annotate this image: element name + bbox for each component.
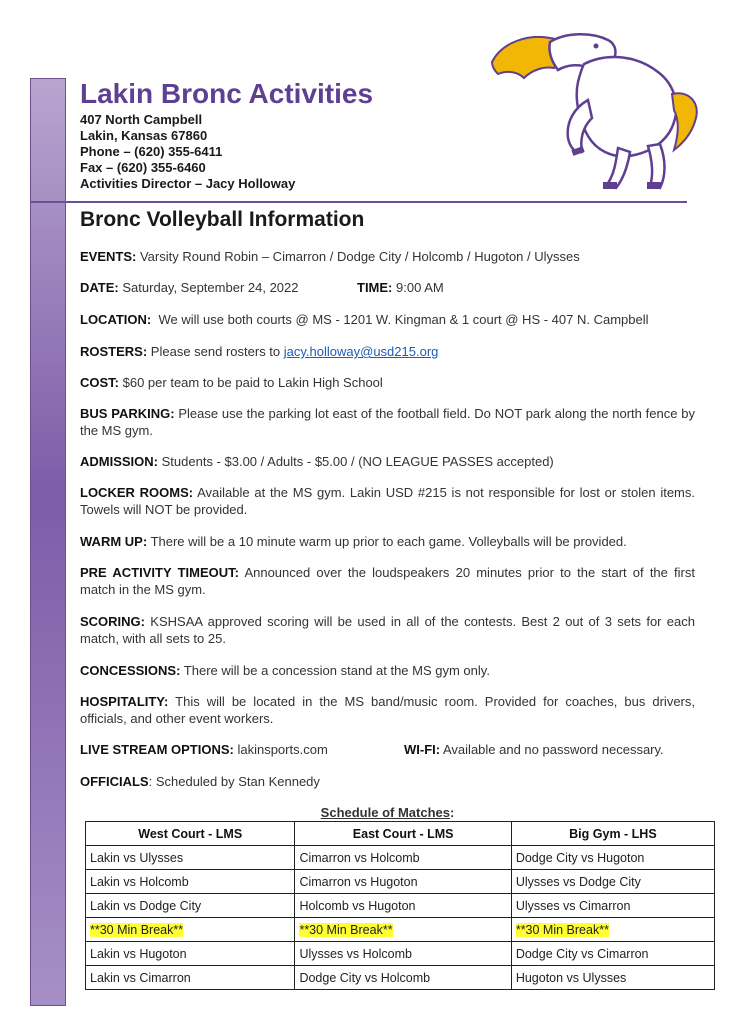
roster-email-link[interactable]: jacy.holloway@usd215.org (283, 344, 439, 359)
table-row (86, 966, 715, 990)
location-field: LOCATION: We will use both courts @ MS - 1201 W. Kingman & 1 court @ HS - 407 N. Campbell (80, 312, 649, 327)
date-time-field: DATE: Saturday, September 24, 2022 TIME: 9:00 AM (80, 280, 444, 295)
admission-field: ADMISSION: Students - $3.00 / Adults - $5.00 / (NO LEAGUE PASSES accepted) (80, 454, 554, 469)
column-header-big-gym: Big Gym - LHS (511, 822, 714, 846)
table-cell: Ulysses vs Dodge City (511, 870, 714, 894)
address-line: 407 North Campbell (80, 112, 203, 127)
break-cell: **30 Min Break** (511, 918, 714, 942)
decorative-sidebar-bar (30, 78, 66, 1006)
info-title: Bronc Volleyball Information (80, 208, 365, 231)
schedule-header-row (86, 822, 715, 846)
hospitality-field: HOSPITALITY: This will be located in the MS band/music room. Provided for coaches, bus drivers, officials, and other event workers. (80, 694, 695, 726)
concessions-field: CONCESSIONS: There will be a concession stand at the MS gym only. (80, 663, 490, 678)
table-cell: Dodge City vs Cimarron (511, 942, 714, 966)
table-cell: Dodge City vs Hugoton (511, 846, 714, 870)
wifi-field: WI-FI: Available and no password necessary. (404, 742, 664, 757)
events-field: EVENTS: Varsity Round Robin – Cimarron / Dodge City / Holcomb / Hugoton / Ulysses (80, 249, 580, 264)
bus-parking-field: BUS PARKING: Please use the parking lot east of the football field. Do NOT park along the north fence by the MS gym. (80, 406, 695, 438)
header-divider (30, 201, 687, 203)
table-row (86, 870, 715, 894)
org-title: Lakin Bronc Activities (80, 78, 374, 109)
column-header-east-court: East Court - LMS (295, 822, 511, 846)
timeout-field: PRE ACTIVITY TIMEOUT: Announced over the loudspeakers 20 minutes prior to the start of the first match in the MS gym. (80, 565, 695, 597)
rosters-field: ROSTERS: Please send rosters to jacy.holloway@usd215.org (80, 344, 439, 359)
director-line: Activities Director – Jacy Holloway (80, 176, 296, 191)
fax-line: Fax – (620) 355-6460 (80, 160, 206, 175)
break-cell: **30 Min Break** (295, 918, 511, 942)
phone-line: Phone – (620) 355-6411 (80, 144, 223, 159)
officials-field: OFFICIALS: Scheduled by Stan Kennedy (80, 774, 320, 789)
table-cell: Lakin vs Hugoton (86, 942, 295, 966)
break-row (86, 918, 715, 942)
table-cell: Holcomb vs Hugoton (295, 894, 511, 918)
table-cell: Dodge City vs Holcomb (295, 966, 511, 990)
table-cell: Lakin vs Dodge City (86, 894, 295, 918)
table-cell: Cimarron vs Holcomb (295, 846, 511, 870)
table-cell: Lakin vs Ulysses (86, 846, 295, 870)
schedule-title: Schedule of Matches: (320, 805, 455, 820)
scoring-field: SCORING: KSHSAA approved scoring will be used in all of the contests. Best 2 out of 3 sets for each match, with all sets to 25. (80, 614, 695, 646)
table-cell: Ulysses vs Cimarron (511, 894, 714, 918)
table-cell: Lakin vs Cimarron (86, 966, 295, 990)
cost-field: COST: $60 per team to be paid to Lakin High School (80, 375, 383, 390)
live-stream-field: LIVE STREAM OPTIONS: lakinsports.com WI-FI: Available and no password necessary. (80, 742, 664, 757)
break-cell: **30 Min Break** (86, 918, 295, 942)
column-header-west-court: West Court - LMS (86, 822, 295, 846)
table-row (86, 894, 715, 918)
schedule-table (85, 821, 715, 990)
locker-rooms-field: LOCKER ROOMS: Available at the MS gym. Lakin USD #215 is not responsible for lost or stolen items. Towels will NOT be provided. (80, 485, 695, 517)
time-field: TIME: 9:00 AM (357, 280, 444, 295)
table-row (86, 846, 715, 870)
table-cell: Cimarron vs Hugoton (295, 870, 511, 894)
table-cell: Hugoton vs Ulysses (511, 966, 714, 990)
address-block (80, 112, 295, 192)
table-cell: Lakin vs Holcomb (86, 870, 295, 894)
table-row (86, 942, 715, 966)
table-cell: Ulysses vs Holcomb (295, 942, 511, 966)
address-line: Lakin, Kansas 67860 (80, 128, 208, 143)
bronco-horse-icon (488, 30, 703, 192)
warm-up-field: WARM UP: There will be a 10 minute warm up prior to each game. Volleyballs will be provided. (80, 534, 627, 549)
